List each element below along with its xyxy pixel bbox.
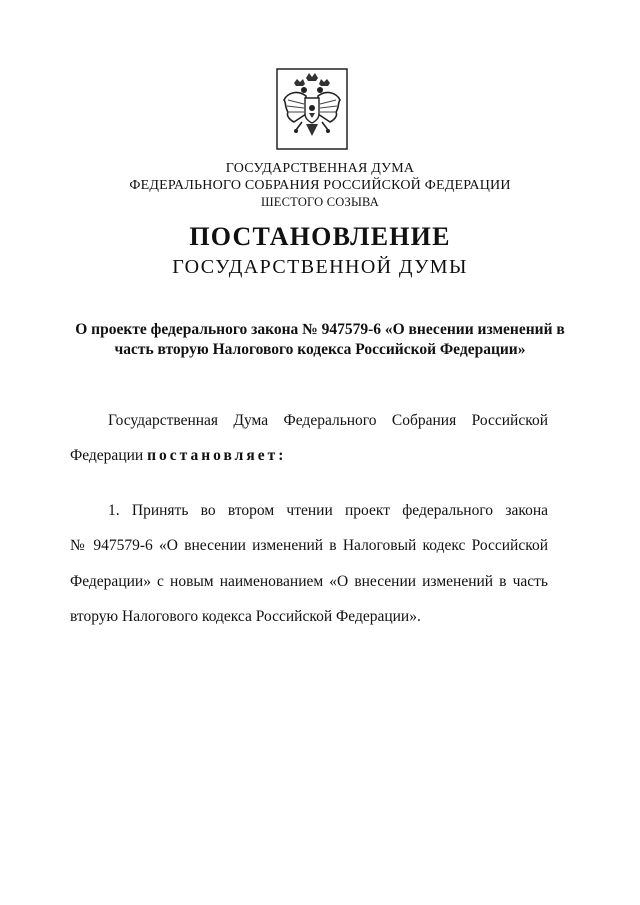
item1-line-2: № 947579-6 «О внесении изменений в Налоговый кодекс Российской — [70, 537, 548, 554]
preamble-line-2 — [70, 446, 548, 466]
header-line-1: ГОСУДАРСТВЕННАЯ ДУМА — [225, 161, 415, 176]
header-line-3: ШЕСТОГО СОЗЫВА — [260, 195, 380, 209]
preamble-line-1: Государственная Дума Федерального Собрания Российской — [108, 412, 548, 429]
document-subject — [60, 320, 580, 360]
preamble-verb: постановляет: — [147, 447, 287, 464]
subject-line-1: О проекте федерального закона № 947579-6 «О внесении изменений в — [75, 321, 565, 338]
item1-line-1: 1. Принять во втором чтении проект федерального закона — [108, 502, 548, 519]
item1-line-4: вторую Налогового кодекса Российской Федерации». — [70, 608, 421, 625]
document-subtitle: ГОСУДАРСТВЕННОЙ ДУМЫ — [172, 256, 468, 278]
preamble-prefix: Федерации — [70, 447, 148, 464]
document-title: ПОСТАНОВЛЕНИЕ — [189, 222, 451, 251]
header-line-2: ФЕДЕРАЛЬНОГО СОБРАНИЯ РОССИЙСКОЙ ФЕДЕРАЦИИ — [129, 178, 511, 193]
item1-line-3: Федерации» с новым наименованием «О внесении изменений в часть — [70, 573, 548, 590]
coat-of-arms-icon — [276, 68, 348, 150]
subject-line-2: часть вторую Налогового кодекса Российской Федерации» — [114, 341, 526, 358]
